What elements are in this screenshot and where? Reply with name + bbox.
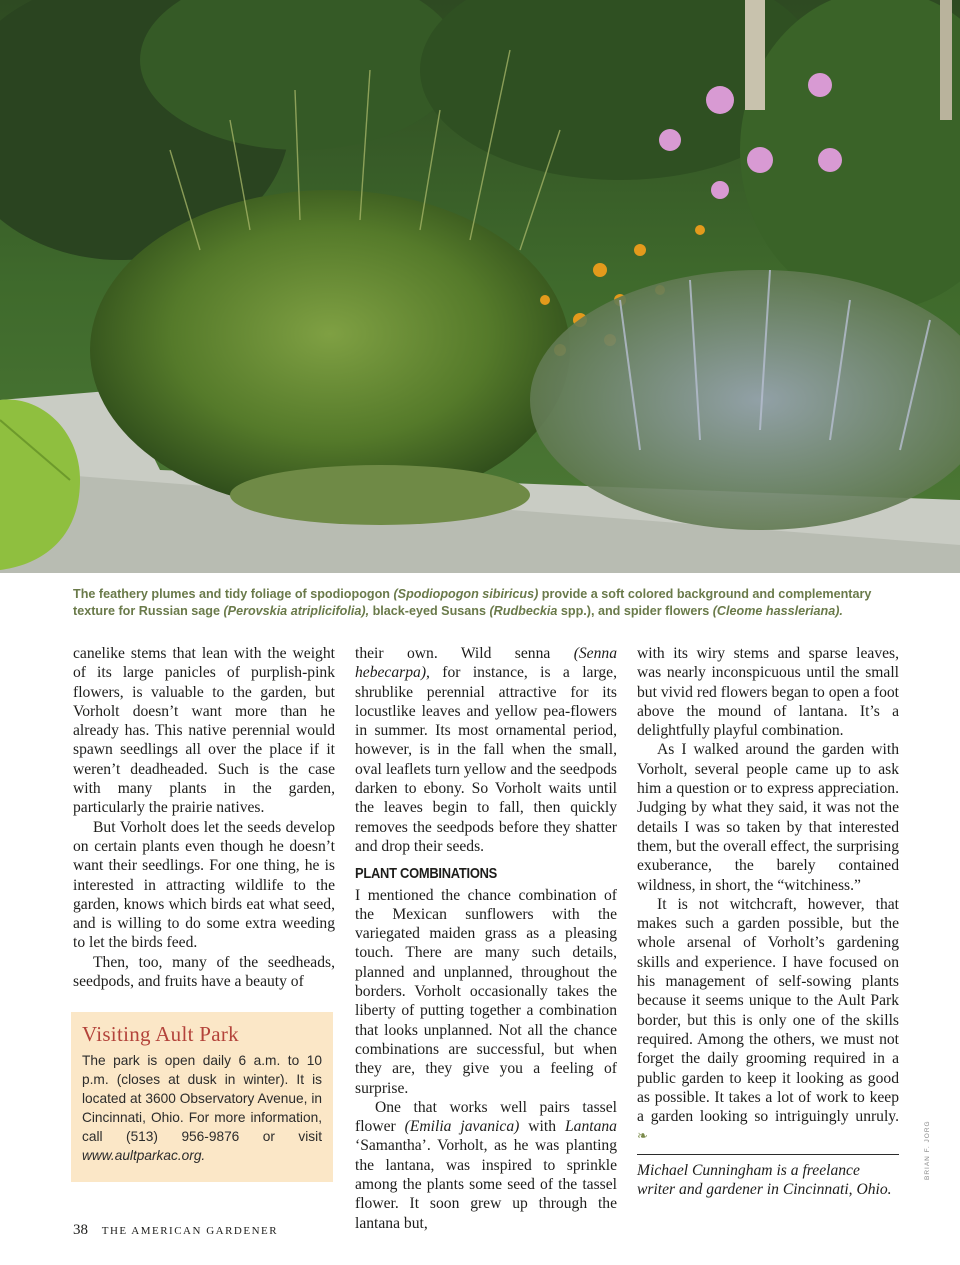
article-column-3 [637, 644, 899, 1199]
paragraph: with its wiry stems and sparse leaves, was nearly inconspicuous until the small but vivid red flowers began to open a foot above the mound of lantana. It’s a delightfully playful combination. [637, 645, 899, 740]
caption-italic: (Rudbeckia [489, 604, 558, 618]
magazine-name: THE AMERICAN GARDENER [101, 1225, 279, 1237]
italic-text: (Emilia javanica) [404, 1118, 520, 1136]
park-website-link[interactable]: www.aultparkac.org. [82, 1148, 206, 1163]
paragraph [637, 895, 899, 1146]
page-folio [73, 1222, 278, 1239]
caption-text: black-eyed Susans [369, 604, 490, 618]
article-column-1 [73, 644, 335, 991]
caption-text: provide a soft colored background and complementary texture for Russian sage [73, 587, 872, 618]
italic-text: Lantana [564, 1118, 617, 1136]
paragraph: I mentioned the chance combination of the Mexican sunflowers with the variegated maiden grass as a pleasing touch. There are many such details, planned and unplanned, throughout the borders. Vorholt occasionally takes the liberty of putting together a combination that looks unplanned. Not all the chance combinations are successful, but when they are, they give you a feeling of surprise. [355, 886, 617, 1097]
article-column-2 [355, 644, 617, 1233]
sidebar-title: Visiting Ault Park [82, 1022, 239, 1046]
caption-italic: (Perovskia atriplicifolia), [223, 604, 370, 618]
text: for instance, is a large, shrublike perennial attractive for its locustlike leaves and yellow pea-flowers in summer. Its most ornamental period, however, is in the fall when the small, oval leaflets turn yellow and the seedpods darken to ebony. So Vorholt waits until the leaves begin to fall, then quickly removes the seedpods before they shatter and drop their seeds. [355, 664, 617, 855]
caption-text: spp.), and spider flowers [557, 604, 713, 618]
page-number: 38 [73, 1222, 88, 1238]
visiting-ault-park-sidebar [71, 1012, 333, 1182]
caption-italic: (Spodiopogon sibiricus) [393, 587, 539, 601]
paragraph: Then, too, many of the seedheads, seedpods, and fruits have a beauty of [73, 953, 335, 991]
paragraph [355, 644, 617, 856]
paragraph: But Vorholt does let the seeds develop on certain plants even though he doesn’t want their seedlings. For one thing, he is interested in attracting wildlife to the garden, knows which birds eat what seed, and is willing to do some extra weeding to let the birds feed. [73, 818, 335, 952]
garden-photo-illustration [0, 0, 960, 573]
author-bio: Michael Cunningham is a freelance writer and gardener in Cincinnati, Ohio. [637, 1161, 892, 1199]
sidebar-body [82, 1051, 322, 1165]
photo-credit: BRIAN F. JORG [924, 1120, 931, 1180]
text: with [519, 1118, 565, 1136]
text: It is not witchcraft, however, that makes such a garden possible, but the whole arsenal of Vorholt’s gardening skills and experience. I have focused on his management of self-sowing plants because it seems unique to the Ault Park border, but this is only one of the skills required. Among the others, we must not forget the daily grooming required in a public garden to keep it looking as good as possible. It takes a lot of work to keep a garden looking so intriguingly unruly. [637, 895, 899, 1126]
caption-text: The feathery plumes and tidy foliage of spodiopogon [73, 587, 394, 601]
text: One that works well pairs tassel flower [355, 1098, 617, 1136]
end-mark-icon: ❧ [637, 1128, 648, 1144]
caption-italic: (Cleome hassleriana). [712, 604, 843, 618]
section-heading: PLANT COMBINATIONS [355, 865, 498, 883]
photo-caption [73, 586, 903, 620]
paragraph: As I walked around the garden with Vorholt, several people came up to ask him a question or to express appreciation. Judging by what they said, it was not the details I was so taken by that interested them, but the overall effect, the surprising exuberance, the barely contained wildness, in short, the “witchiness.” [637, 741, 899, 894]
bio-divider [637, 1154, 899, 1155]
garden-photo [0, 0, 960, 573]
paragraph [355, 1098, 617, 1233]
text: ‘Samantha’. Vorholt, as he was planting the lantana, was inspired to sprinkle among the plants some seed of the tassel flower. It soon grew up through the lantana but, [355, 1137, 617, 1232]
italic-text: (Senna hebecarpa), [355, 645, 617, 682]
paragraph: canelike stems that lean with the weight of its large panicles of purplish-pink flowers, is valuable to the garden, but Vorholt doesn’t want more than he already has. This native perennial would spawn seedlings all over the place if it weren’t deadheaded. Such is the case with many plants in the garden, particularly the prairie natives. [73, 645, 335, 817]
sidebar-text: The park is open daily 6 a.m. to 10 p.m. (closes at dusk in winter). It is located at 3600 Observatory Avenue, in Cincinnati, Ohio. For more information, call (513) 956-9876 or visit [82, 1053, 322, 1144]
text: their own. Wild senna [355, 645, 574, 662]
